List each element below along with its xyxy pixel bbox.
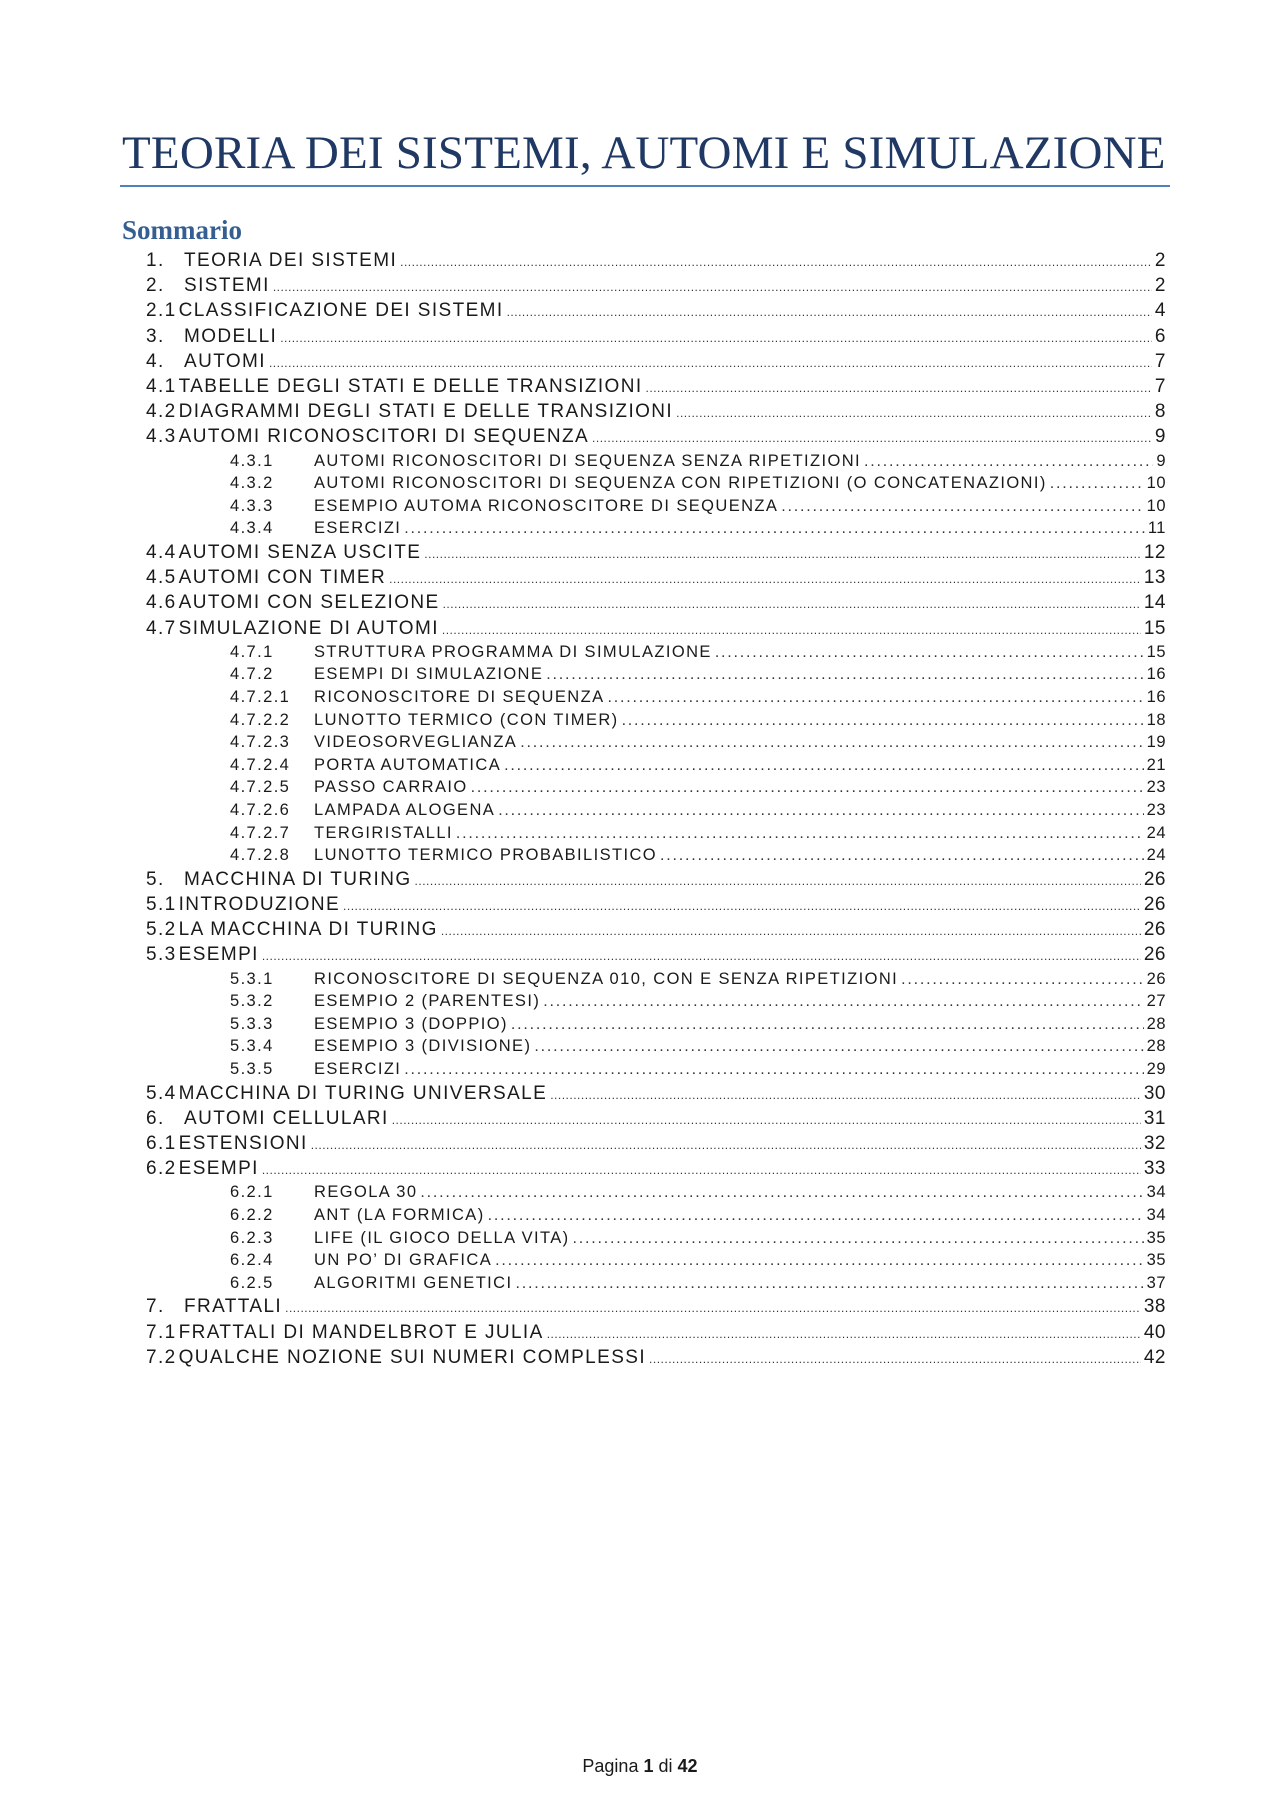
toc-entry-label: SISTEMI [184,275,270,297]
toc-entry-number: 4.5 [146,567,177,589]
toc-dot-leader [471,779,1144,797]
toc-entry-page: 4 [1154,300,1166,322]
page-footer [0,1756,1280,1777]
toc-dot-leader [442,623,1141,637]
toc-entry-label: STRUTTURA PROGRAMMA DI SIMULAZIONE [314,642,712,661]
toc-entry-number: 4.2 [146,401,177,423]
toc-entry-number: 7.1 [146,1321,177,1343]
toc-entry-number: 5.1 [146,894,177,915]
toc-entry-number: 4. [146,350,165,372]
toc-entry-label: INTRODUZIONE [178,894,341,915]
toc-entry-label: ESEMPIO 3 (DOPPIO) [314,1014,508,1033]
toc-entry-page: 42 [1143,1346,1166,1368]
toc-entry-page: 26 [1143,894,1166,915]
toc-entry-label: MODELLI [184,325,278,347]
toc-entry-label: ESERCIZI [314,519,402,538]
toc-entry-label: AUTOMI CELLULARI [184,1107,389,1129]
toc-entry-number: 4.3.4 [230,519,274,538]
toc-dot-leader [511,1016,1144,1034]
toc-entry-label: VIDEOSORVEGLIANZA [314,733,518,752]
footer-current-page: 1 [643,1756,654,1776]
toc-entry-page: 21 [1146,755,1166,774]
toc-dot-leader [660,847,1144,865]
toc-entry-label: AUTOMI RICONOSCITORI DI SEQUENZA SENZA RIPETIZIONI [314,451,862,470]
toc-dot-leader [901,971,1143,989]
toc-entry-page: 19 [1146,733,1166,752]
toc-entry-page: 30 [1143,1082,1166,1104]
toc-entry-page: 15 [1146,642,1166,661]
toc-dot-leader [415,874,1141,888]
footer-separator: di [658,1756,673,1776]
toc-dot-leader [550,1088,1141,1102]
toc-entry-number: 4.7.2.2 [230,710,291,729]
toc-entry-page: 2 [1154,275,1166,297]
toc-entry-number: 5. [146,868,165,890]
toc-entry-number: 4.7.2.3 [230,733,291,752]
toc-entry-page: 8 [1154,401,1166,423]
toc-entry-label: AUTOMI [184,350,266,372]
toc-heading: Sommario [122,215,242,245]
toc-entry-number: 2.1 [146,300,177,322]
toc-dot-leader [864,453,1153,471]
toc-entry-label: ESEMPI [178,1158,259,1180]
toc-entry-number: 4.7.2.6 [230,801,291,819]
toc-entry-number: 5.3 [146,944,177,966]
toc-entry-label: ESEMPIO AUTOMA RICONOSCITORE DI SEQUENZA [314,496,779,515]
toc-entry-page: 26 [1143,919,1166,941]
toc-entry-page: 9 [1156,451,1166,470]
toc-entry-number: 4.7.1 [230,642,274,661]
toc-entry-label: TABELLE DEGLI STATI E DELLE TRANSIZIONI [178,376,643,397]
toc-entry-label: REGOLA 30 [314,1183,418,1202]
toc-entry-label: DIAGRAMMI DEGLI STATI E DELLE TRANSIZIONI [178,401,674,423]
toc-entry-page: 23 [1146,801,1166,819]
toc-entry-label: ANT (LA FORMICA) [314,1206,485,1224]
document-title: TEORIA DEI SISTEMI, AUTOMI E SIMULAZIONE [122,127,1166,179]
toc-entry-label: AUTOMI SENZA USCITE [178,542,422,563]
toc-entry-page: 37 [1146,1273,1166,1292]
toc-entry-label: AUTOMI CON TIMER [178,567,387,589]
toc-entry-label: AUTOMI RICONOSCITORI DI SEQUENZA [178,426,590,448]
toc-dot-leader [543,993,1143,1011]
toc-dot-leader [269,356,1152,370]
toc-dot-leader [262,949,1141,963]
toc-entry-label: LUNOTTO TERMICO PROBABILISTICO [314,846,658,865]
toc-dot-leader [495,1252,1144,1270]
toc-entry-number: 5.3.4 [230,1037,274,1056]
toc-entry-number: 5.2 [146,919,177,941]
toc-entry-number: 4.7.2.4 [230,755,291,774]
toc-entry-number: 7.2 [146,1346,177,1368]
toc-entry-label: MACCHINA DI TURING [184,868,412,890]
toc-dot-leader [280,331,1152,345]
toc-entry-label: ESTENSIONI [178,1133,308,1154]
title-underline [120,185,1170,187]
footer-total-pages: 42 [677,1756,698,1776]
toc-dot-leader [404,520,1145,538]
toc-entry-number: 4.7.2.1 [230,688,291,706]
toc-entry-page: 40 [1143,1321,1166,1343]
toc-dot-leader [622,712,1144,730]
toc-dot-leader [392,1113,1141,1127]
toc-entry-label: ESEMPIO 2 (PARENTESI) [314,992,541,1011]
toc-entry-number: 5.3.2 [230,992,274,1011]
toc-entry-page: 23 [1146,778,1166,797]
toc-entry-number: 6.2.5 [230,1273,274,1292]
toc-entry-label: ESEMPIO 3 (DIVISIONE) [314,1037,532,1056]
toc-dot-leader [389,572,1141,586]
toc-entry-page: 26 [1146,969,1166,988]
toc-dot-leader [546,666,1143,684]
toc-entry-number: 6.2.4 [230,1251,274,1270]
toc-entry-number: 4.6 [146,592,177,614]
toc-entry-label: UN PO’ DI GRAFICA [314,1251,493,1270]
toc-entry-page: 26 [1143,944,1166,966]
toc-entry-page: 32 [1143,1133,1166,1154]
toc-dot-leader [781,498,1143,516]
toc-entry-number: 5.4 [146,1082,177,1104]
toc-dot-leader [649,1352,1141,1366]
toc-entry-label: FRATTALI DI MANDELBROT E JULIA [178,1321,544,1343]
toc-dot-leader [573,1230,1144,1248]
toc-entry-label: LAMPADA ALOGENA [314,801,496,819]
toc-dot-leader [507,305,1152,319]
toc-entry-label: ESERCIZI [314,1060,402,1078]
toc-dot-leader [547,1327,1141,1341]
toc-entry-page: 7 [1154,350,1166,372]
toc-entry-number: 4.7 [146,617,177,639]
toc-entry-number: 6.2.2 [230,1206,274,1224]
toc-entry-number: 4.1 [146,376,177,397]
toc-dot-leader [607,689,1143,707]
toc-dot-leader [520,734,1143,752]
toc-dot-leader [488,1207,1144,1225]
toc-entry-page: 34 [1146,1206,1166,1224]
toc-entry-page: 24 [1146,823,1166,842]
footer-prefix: Pagina [582,1756,639,1776]
toc-entry-label: LA MACCHINA DI TURING [178,919,438,941]
toc-entry-label: ESEMPI DI SIMULAZIONE [314,665,544,684]
toc-entry-number: 7. [146,1296,165,1318]
toc-entry-number: 6. [146,1107,165,1129]
toc-dot-leader [443,597,1141,611]
toc-entry-label: LIFE (IL GIOCO DELLA VITA) [314,1228,570,1247]
toc-entry-number: 6.1 [146,1133,177,1154]
toc-dot-leader [534,1038,1143,1056]
toc-entry-page: 28 [1146,1037,1166,1056]
toc-entry-page: 14 [1143,592,1166,614]
toc-entry-label: RICONOSCITORE DI SEQUENZA [314,688,605,706]
toc-entry-number: 4.7.2 [230,665,274,684]
toc-dot-leader [498,802,1143,820]
toc-dot-leader [676,406,1152,420]
toc-dot-leader [420,1184,1143,1202]
toc-entry-page: 10 [1146,496,1166,515]
toc-entry-label: SIMULAZIONE DI AUTOMI [178,617,439,639]
toc-entry-page: 27 [1146,992,1166,1011]
toc-entry-page: 35 [1146,1228,1166,1247]
toc-entry-page: 38 [1143,1296,1166,1318]
toc-entry-label: AUTOMI RICONOSCITORI DI SEQUENZA CON RIPETIZIONI (O CONCATENAZIONI) [314,474,1047,493]
toc-entry-number: 6.2.1 [230,1183,274,1202]
toc-entry-page: 12 [1143,542,1166,563]
toc-dot-leader [404,1061,1143,1079]
toc-entry-label: PORTA AUTOMATICA [314,755,502,774]
toc-dot-leader [262,1163,1141,1177]
toc-entry-label: CLASSIFICAZIONE DEI SISTEMI [178,300,504,322]
toc-entry-number: 4.7.2.7 [230,823,291,842]
toc-entry-number: 2. [146,275,165,297]
toc-entry-page: 33 [1143,1158,1166,1180]
toc-entry-label: QUALCHE NOZIONE SUI NUMERI COMPLESSI [178,1346,647,1368]
toc-dot-leader [441,924,1141,938]
toc-entry-number: 6.2.3 [230,1228,274,1247]
toc-dot-leader [400,255,1152,269]
toc-entry-page: 9 [1154,426,1166,448]
toc-entry-page: 16 [1146,665,1166,684]
toc-entry-label: ESEMPI [178,944,259,966]
toc-entry-page: 11 [1147,519,1166,538]
toc-dot-leader [311,1138,1141,1152]
toc-entry-number: 6.2 [146,1158,177,1180]
toc-entry-page: 35 [1146,1251,1166,1270]
toc-entry-number: 5.3.5 [230,1060,274,1078]
toc-dot-leader [273,280,1152,294]
toc-dot-leader [1050,475,1144,493]
toc-entry-label: RICONOSCITORE DI SEQUENZA 010, CON E SENZA RIPETIZIONI [314,969,899,988]
toc-entry-number: 4.3 [146,426,177,448]
toc-dot-leader [504,757,1144,775]
toc-entry-page: 16 [1146,688,1166,706]
toc-entry-page: 2 [1154,250,1166,271]
toc-dot-leader [424,547,1141,561]
toc-entry-number: 4.3.2 [230,474,274,493]
toc-entry-label: TERGIRISTALLI [314,823,453,842]
toc-entry-page: 13 [1143,567,1166,589]
toc-entry-page: 29 [1146,1060,1166,1078]
toc-entry-label: MACCHINA DI TURING UNIVERSALE [178,1082,548,1104]
toc-dot-leader [343,899,1141,913]
toc-dot-leader [285,1301,1141,1315]
toc-entry-label: PASSO CARRAIO [314,778,468,797]
toc-entry-page: 6 [1154,325,1166,347]
toc-entry-label: FRATTALI [184,1296,283,1318]
toc-entry-number: 1. [146,250,165,271]
toc-entry-number: 3. [146,325,165,347]
toc-entry-label: LUNOTTO TERMICO (CON TIMER) [314,710,619,729]
toc-entry-page: 7 [1154,376,1166,397]
toc-entry-label: AUTOMI CON SELEZIONE [178,592,440,614]
toc-entry-page: 34 [1146,1183,1166,1202]
toc-entry-number: 4.3.1 [230,451,274,470]
toc-entry-number: 5.3.3 [230,1014,274,1033]
toc-entry[interactable] [146,1347,1166,1376]
toc-entry-number: 4.7.2.8 [230,846,291,865]
toc-entry-label: ALGORITMI GENETICI [314,1273,513,1292]
toc-dot-leader [646,381,1152,395]
toc-entry-number: 4.4 [146,542,177,563]
toc-entry-page: 31 [1143,1107,1166,1129]
toc-entry-page: 26 [1143,868,1166,890]
toc-dot-leader [592,431,1152,445]
toc-dot-leader [515,1275,1143,1293]
toc-entry-page: 18 [1146,710,1166,729]
toc-entry-page: 15 [1143,617,1166,639]
toc-entry-number: 5.3.1 [230,969,274,988]
toc-entry-page: 24 [1146,846,1166,865]
toc-entry-number: 4.3.3 [230,496,274,515]
toc-dot-leader [715,644,1144,662]
toc-entry-number: 4.7.2.5 [230,778,291,797]
toc-entry-page: 10 [1146,474,1166,493]
toc-entry-page: 28 [1146,1014,1166,1033]
toc-dot-leader [456,825,1144,843]
toc-entry-label: TEORIA DEI SISTEMI [184,250,398,271]
